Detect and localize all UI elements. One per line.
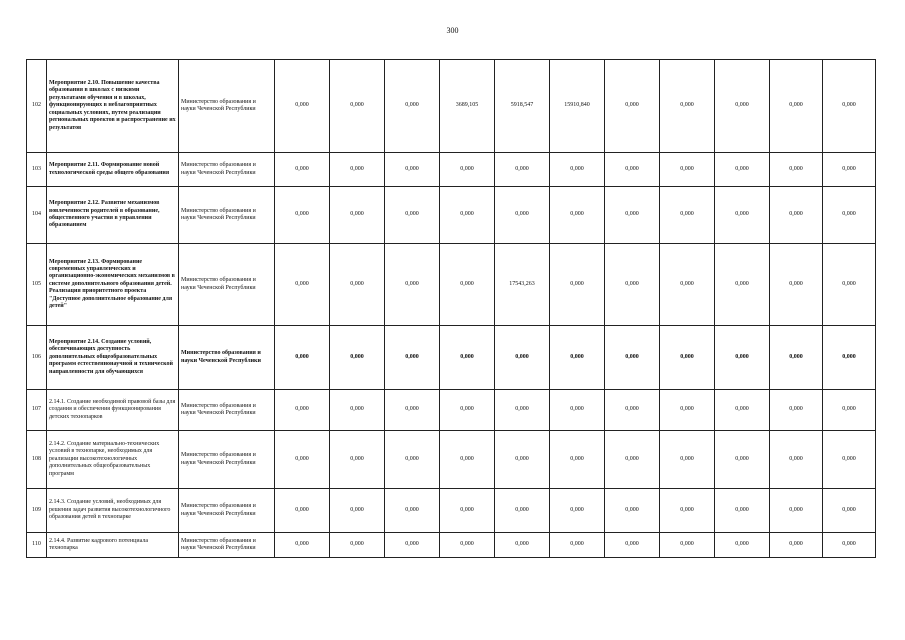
- value-cell: 0,000: [385, 153, 440, 187]
- value-cell: 0,000: [660, 60, 715, 153]
- value-cell: 0,000: [550, 187, 605, 244]
- measure-description: 2.14.2. Создание материально-технических условий в технопарке, необходимых для реализации высокотехнологичных дополнительных общеобразовательных программ: [47, 431, 179, 489]
- value-cell: 0,000: [385, 390, 440, 431]
- value-cell: 0,000: [660, 489, 715, 533]
- value-cell: 0,000: [770, 533, 823, 558]
- value-cell: 0,000: [660, 533, 715, 558]
- value-cell: 0,000: [715, 533, 770, 558]
- page-number: 300: [446, 26, 459, 35]
- value-cell: 0,000: [715, 390, 770, 431]
- value-cell: 0,000: [823, 60, 876, 153]
- executor-cell: Министерство образования и науки Чеченской Республики: [179, 431, 275, 489]
- measure-description: 2.14.3. Создание условий, необходимых для решения задач развития высокотехнологичного образования детей в технопарке: [47, 489, 179, 533]
- value-cell: 0,000: [385, 244, 440, 326]
- value-cell: 0,000: [275, 431, 330, 489]
- table-row: [27, 431, 876, 489]
- value-cell: 0,000: [385, 326, 440, 390]
- executor-cell: Министерство образования и науки Чеченской Республики: [179, 60, 275, 153]
- value-cell: 0,000: [715, 326, 770, 390]
- value-cell: 0,000: [495, 533, 550, 558]
- row-number: 103: [27, 153, 47, 187]
- table-row: [27, 533, 876, 558]
- table-row: [27, 244, 876, 326]
- value-cell: 0,000: [715, 187, 770, 244]
- value-cell: 0,000: [660, 326, 715, 390]
- value-cell: 0,000: [823, 187, 876, 244]
- value-cell: 0,000: [330, 153, 385, 187]
- executor-cell: Министерство образования и науки Чеченской Республики: [179, 244, 275, 326]
- value-cell: 0,000: [440, 153, 495, 187]
- value-cell: 0,000: [275, 390, 330, 431]
- value-cell: 0,000: [550, 326, 605, 390]
- value-cell: 0,000: [770, 489, 823, 533]
- value-cell: 0,000: [605, 431, 660, 489]
- value-cell: 0,000: [440, 533, 495, 558]
- value-cell: 0,000: [550, 244, 605, 326]
- value-cell: 0,000: [715, 244, 770, 326]
- value-cell: 0,000: [770, 187, 823, 244]
- value-cell: 0,000: [550, 153, 605, 187]
- value-cell: 0,000: [275, 187, 330, 244]
- value-cell: 0,000: [385, 187, 440, 244]
- table-row: [27, 489, 876, 533]
- value-cell: 0,000: [770, 390, 823, 431]
- value-cell: 0,000: [495, 326, 550, 390]
- row-number: 105: [27, 244, 47, 326]
- value-cell: 0,000: [660, 153, 715, 187]
- value-cell: 0,000: [275, 489, 330, 533]
- value-cell: 0,000: [495, 153, 550, 187]
- value-cell: 0,000: [550, 489, 605, 533]
- measure-description: Мероприятие 2.12. Развитие механизмов вовлеченности родителей в образование, общественного участия в управлении образованием: [47, 187, 179, 244]
- value-cell: 0,000: [440, 187, 495, 244]
- value-cell: 0,000: [330, 187, 385, 244]
- measure-description: Мероприятие 2.10. Повышение качества образования в школах с низкими результатами обучения и в школах, функционирующих в неблагоприятных социальных условиях, путем реализации региональных проектов и распространение их результатов: [47, 60, 179, 153]
- value-cell: 0,000: [550, 533, 605, 558]
- row-number: 110: [27, 533, 47, 558]
- value-cell: 0,000: [823, 489, 876, 533]
- value-cell: 0,000: [330, 489, 385, 533]
- value-cell: 0,000: [440, 431, 495, 489]
- value-cell: 0,000: [605, 187, 660, 244]
- value-cell: 0,000: [823, 431, 876, 489]
- value-cell: 0,000: [440, 489, 495, 533]
- value-cell: 0,000: [385, 489, 440, 533]
- budget-table: [26, 59, 876, 558]
- value-cell: 0,000: [275, 533, 330, 558]
- measure-description: Мероприятие 2.13. Формирование современных управленческих и организационно-экономических механизмов в системе дополнительного образования детей. Реализация приоритетного проекта "Доступное дополнительное образование для детей": [47, 244, 179, 326]
- value-cell: 0,000: [823, 326, 876, 390]
- value-cell: 0,000: [715, 431, 770, 489]
- value-cell: 0,000: [550, 431, 605, 489]
- value-cell: 0,000: [823, 533, 876, 558]
- measure-description: Мероприятие 2.14. Создание условий, обеспечивающих доступность дополнительных общеобразовательных программ естественнонаучной и технической направленности для обучающихся: [47, 326, 179, 390]
- value-cell: 0,000: [770, 431, 823, 489]
- value-cell: 5918,547: [495, 60, 550, 153]
- measure-description: 2.14.4. Развитие кадрового потенциала технопарка: [47, 533, 179, 558]
- executor-cell: Министерство образования и науки Чеченской Республики: [179, 326, 275, 390]
- value-cell: 15910,840: [550, 60, 605, 153]
- value-cell: 0,000: [770, 326, 823, 390]
- row-number: 102: [27, 60, 47, 153]
- value-cell: 0,000: [495, 390, 550, 431]
- value-cell: 17543,263: [495, 244, 550, 326]
- table-body: [27, 60, 876, 558]
- table-row: [27, 326, 876, 390]
- table-row: [27, 187, 876, 244]
- value-cell: 0,000: [715, 489, 770, 533]
- value-cell: 0,000: [330, 431, 385, 489]
- value-cell: 0,000: [330, 244, 385, 326]
- measure-description: Мероприятие 2.11. Формирование новой технологической среды общего образования: [47, 153, 179, 187]
- value-cell: 0,000: [660, 187, 715, 244]
- row-number: 108: [27, 431, 47, 489]
- value-cell: 0,000: [275, 244, 330, 326]
- value-cell: 0,000: [330, 326, 385, 390]
- value-cell: 0,000: [275, 326, 330, 390]
- value-cell: 0,000: [440, 244, 495, 326]
- value-cell: 0,000: [823, 244, 876, 326]
- row-number: 107: [27, 390, 47, 431]
- value-cell: 0,000: [715, 60, 770, 153]
- value-cell: 0,000: [660, 244, 715, 326]
- value-cell: 0,000: [385, 431, 440, 489]
- table-row: [27, 153, 876, 187]
- executor-cell: Министерство образования и науки Чеченской Республики: [179, 153, 275, 187]
- value-cell: 0,000: [605, 326, 660, 390]
- value-cell: 0,000: [770, 244, 823, 326]
- value-cell: 0,000: [605, 153, 660, 187]
- value-cell: 0,000: [330, 533, 385, 558]
- value-cell: 0,000: [275, 153, 330, 187]
- value-cell: 0,000: [495, 187, 550, 244]
- measure-description: 2.14.1. Создание необходимой правовой базы для создания и обеспечения функционирования детских технопарков: [47, 390, 179, 431]
- row-number: 109: [27, 489, 47, 533]
- value-cell: 0,000: [385, 60, 440, 153]
- value-cell: 0,000: [770, 60, 823, 153]
- executor-cell: Министерство образования и науки Чеченской Республики: [179, 187, 275, 244]
- table-row: [27, 390, 876, 431]
- value-cell: 0,000: [330, 390, 385, 431]
- value-cell: 0,000: [715, 153, 770, 187]
- row-number: 104: [27, 187, 47, 244]
- value-cell: 0,000: [605, 533, 660, 558]
- value-cell: 0,000: [660, 431, 715, 489]
- value-cell: 0,000: [385, 533, 440, 558]
- value-cell: 0,000: [605, 244, 660, 326]
- value-cell: 3689,105: [440, 60, 495, 153]
- value-cell: 0,000: [440, 390, 495, 431]
- value-cell: 0,000: [330, 60, 385, 153]
- value-cell: 0,000: [823, 153, 876, 187]
- executor-cell: Министерство образования и науки Чеченской Республики: [179, 533, 275, 558]
- row-number: 106: [27, 326, 47, 390]
- value-cell: 0,000: [495, 431, 550, 489]
- value-cell: 0,000: [823, 390, 876, 431]
- value-cell: 0,000: [770, 153, 823, 187]
- value-cell: 0,000: [440, 326, 495, 390]
- value-cell: 0,000: [605, 60, 660, 153]
- value-cell: 0,000: [550, 390, 605, 431]
- executor-cell: Министерство образования и науки Чеченской Республики: [179, 390, 275, 431]
- value-cell: 0,000: [605, 390, 660, 431]
- executor-cell: Министерство образования и науки Чеченской Республики: [179, 489, 275, 533]
- value-cell: 0,000: [495, 489, 550, 533]
- value-cell: 0,000: [660, 390, 715, 431]
- value-cell: 0,000: [275, 60, 330, 153]
- table-row: [27, 60, 876, 153]
- value-cell: 0,000: [605, 489, 660, 533]
